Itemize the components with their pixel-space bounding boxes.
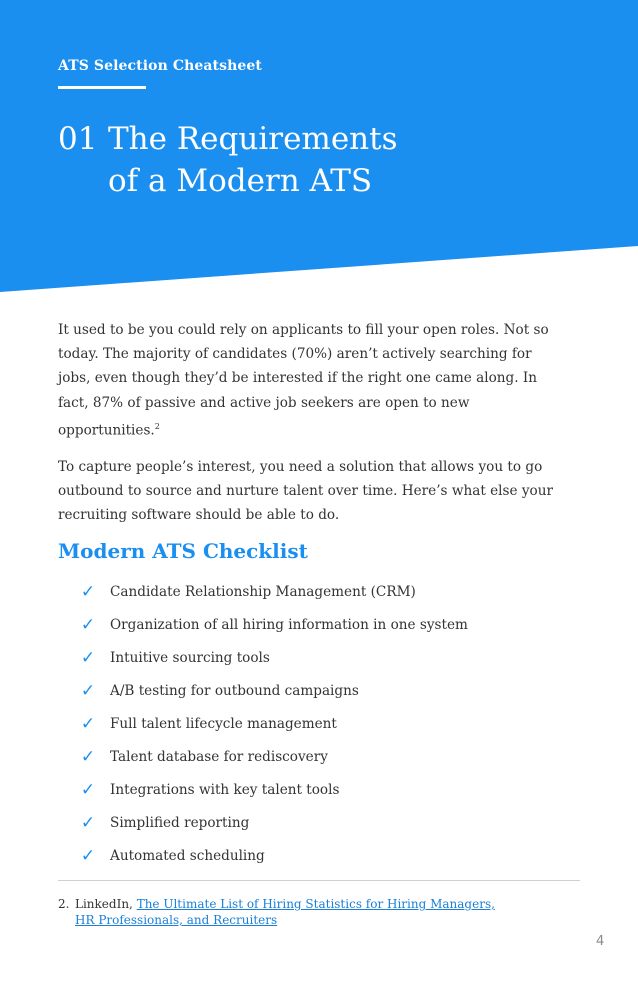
checkmark-icon: ✓: [80, 614, 96, 635]
checkmark-icon: ✓: [80, 680, 96, 701]
checklist-item-label: Candidate Relationship Management (CRM): [110, 583, 416, 600]
checklist: [58, 575, 568, 872]
checklist-item: [58, 707, 568, 740]
page-number: 4: [596, 934, 605, 949]
checklist-item-label: Intuitive sourcing tools: [110, 649, 270, 666]
checklist-item: [58, 641, 568, 674]
checklist-item: [58, 608, 568, 641]
checkmark-icon: ✓: [80, 845, 96, 866]
checklist-item: [58, 806, 568, 839]
checkmark-icon: ✓: [80, 779, 96, 800]
title-line-2: of a Modern ATS: [108, 163, 373, 199]
footnote-ref[interactable]: 2: [154, 421, 160, 431]
footnote-link[interactable]: [58, 897, 558, 928]
footnote-source: LinkedIn,: [75, 897, 133, 911]
title-lines: [108, 118, 398, 202]
checklist-item-label: Integrations with key talent tools: [110, 781, 340, 798]
checklist-item: [58, 674, 568, 707]
intro-paragraph-text: It used to be you could rely on applicants to fill your open roles. Not so today. The majority of candidates (70%) aren’t actively searching for jobs, even though they’d be interested if the right one came along. In fact, 87% of passive and active job seekers are open to new opportunities.: [58, 322, 549, 439]
checklist-item: [58, 740, 568, 773]
document-kicker: ATS Selection Cheatsheet: [58, 58, 262, 74]
intro-paragraph: [58, 318, 568, 443]
section-number: 01: [58, 121, 98, 157]
checklist-item-label: Automated scheduling: [110, 847, 265, 864]
footnote-divider: [58, 880, 580, 881]
kicker-underline: [58, 86, 146, 89]
checklist-item-label: Simplified reporting: [110, 814, 250, 831]
checklist-item: [58, 773, 568, 806]
checkmark-icon: ✓: [80, 812, 96, 833]
checklist-item: [58, 575, 568, 608]
checklist-title: Modern ATS Checklist: [58, 539, 308, 564]
checklist-item-label: Organization of all hiring information in one system: [110, 616, 468, 633]
checklist-item-label: A/B testing for outbound campaigns: [110, 682, 359, 699]
title-line-1: The Requirements: [108, 121, 398, 157]
checklist-item: [58, 839, 568, 872]
checklist-item-label: Talent database for rediscovery: [110, 748, 328, 765]
checkmark-icon: ✓: [80, 581, 96, 602]
main-content: [58, 318, 568, 872]
checkmark-icon: ✓: [80, 746, 96, 767]
footnote-link-line-2: HR Professionals, and Recruiters: [75, 913, 278, 927]
checkmark-icon: ✓: [80, 713, 96, 734]
checklist-item-label: Full talent lifecycle management: [110, 715, 337, 732]
checkmark-icon: ✓: [80, 647, 96, 668]
page-title: [58, 118, 398, 202]
footnote-link-line-1: The Ultimate List of Hiring Statistics for Hiring Managers,: [136, 897, 495, 911]
footnote: [58, 896, 558, 928]
second-paragraph: To capture people’s interest, you need a solution that allows you to go outbound to source and nurture talent over time. Here’s what else your recruiting software should be able to do.: [58, 458, 553, 523]
footnote-number: 2.: [58, 897, 70, 911]
